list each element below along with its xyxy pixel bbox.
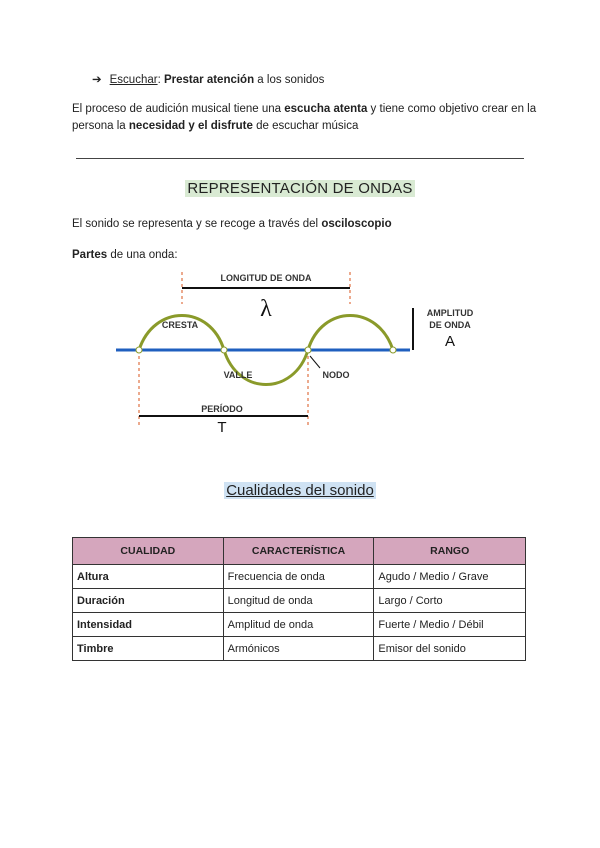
section-title-ondas: REPRESENTACIÓN DE ONDAS	[187, 180, 413, 197]
table-row: Altura Frecuencia de onda Agudo / Medio / Grave	[73, 565, 526, 589]
partes-line: Partes de una onda:	[72, 249, 178, 261]
table-row: Timbre Armónicos Emisor del sonido	[73, 637, 526, 661]
wave-diagram	[110, 266, 510, 436]
bold-prestar: Prestar atención	[163, 74, 255, 86]
header-cualidad: CUALIDAD	[73, 538, 224, 565]
table-header-row	[73, 538, 526, 565]
table-row: Intensidad Amplitud de onda Fuerte / Medio / Débil	[73, 613, 526, 637]
cresta-label: CRESTA	[161, 320, 199, 330]
osciloscopio-line: El sonido se representa y se recoge a través del osciloscopio	[72, 218, 392, 230]
amplitud-symbol: A	[444, 333, 456, 350]
amplitud-label-2: DE ONDA	[429, 320, 471, 330]
header-caracteristica: CARACTERÍSTICA	[223, 538, 374, 565]
periodo-symbol: T	[217, 419, 227, 436]
nodo-pointer	[310, 356, 320, 368]
node-point	[305, 347, 311, 353]
nodo-label: NODO	[322, 370, 350, 380]
cualidades-table	[72, 537, 526, 661]
longitud-label: LONGITUD DE ONDA	[220, 273, 312, 283]
amplitud-label-1: AMPLITUD	[426, 308, 474, 318]
header-rango: RANGO	[374, 538, 526, 565]
periodo-label: PERÍODO	[201, 404, 243, 414]
horizontal-rule	[76, 158, 524, 159]
arrow-icon: ➔	[92, 74, 102, 86]
bullet-escuchar: ➔ Escuchar: Prestar atención a los sonidos	[92, 74, 325, 86]
node-point	[390, 347, 396, 353]
lambda-symbol: λ	[260, 296, 272, 322]
node-point	[221, 347, 227, 353]
valle-label: VALLE	[223, 370, 253, 380]
table-row: Duración Longitud de onda Largo / Corto	[73, 589, 526, 613]
section-title-cualidades: Cualidades del sonido	[226, 482, 374, 499]
intro-paragraph: El proceso de audición musical tiene una escucha atenta y tiene como objetivo crear en la persona la necesidad y el disfrute de escuchar música	[72, 103, 537, 132]
node-point	[136, 347, 142, 353]
term-escuchar: Escuchar	[109, 74, 158, 86]
